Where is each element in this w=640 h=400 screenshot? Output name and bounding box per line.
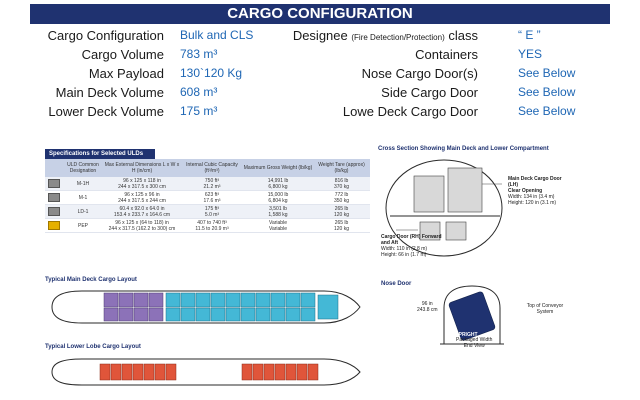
spec-value: “ E ” bbox=[518, 28, 541, 42]
uld-gross-lb: 14,991 lb bbox=[267, 177, 289, 184]
designee-small: (Fire Detection/Protection) bbox=[351, 33, 445, 42]
uld-capacity bbox=[181, 192, 243, 204]
uld-cap-m: 17.6 m³ bbox=[203, 197, 221, 204]
spec-value: See Below bbox=[518, 104, 576, 118]
designee-end: class bbox=[448, 28, 478, 43]
uld-position bbox=[301, 293, 315, 307]
height-in: 96 in bbox=[421, 301, 433, 307]
container-icon bbox=[48, 193, 60, 202]
uld-gross-lb: Variable bbox=[269, 219, 287, 226]
uld-position bbox=[275, 364, 285, 380]
uld-dims bbox=[103, 206, 181, 218]
uld-name: M-1 bbox=[78, 194, 88, 201]
main-door-text bbox=[508, 176, 570, 206]
uld-gross-kg: 6,800 kg bbox=[268, 183, 288, 190]
main-deck-positions bbox=[104, 293, 338, 321]
uld-position bbox=[256, 308, 270, 321]
uld-position bbox=[134, 308, 148, 321]
uld-name: PEP bbox=[77, 222, 88, 229]
uld-cap-ft: 623 ft³ bbox=[204, 191, 220, 198]
uld-cap-m: 11.5 to 20.9 m³ bbox=[195, 225, 229, 232]
cargo-door-text bbox=[381, 234, 445, 258]
spec-label: Lowe Deck Cargo Door bbox=[342, 104, 478, 119]
uld-position bbox=[226, 293, 240, 307]
uld-position bbox=[144, 364, 154, 380]
spec-label: Cargo Configuration bbox=[47, 28, 164, 43]
spec-value: Bulk and CLS bbox=[180, 28, 254, 42]
spec-value: See Below bbox=[518, 85, 576, 99]
spec-value: 130`120 Kg bbox=[180, 66, 243, 80]
uld-position bbox=[181, 293, 195, 307]
uld-position bbox=[271, 293, 285, 307]
uld-capacity bbox=[181, 206, 243, 218]
uld-position bbox=[166, 308, 180, 321]
uld-position bbox=[134, 293, 148, 307]
uld-position bbox=[181, 308, 195, 321]
spec-label-designee bbox=[293, 26, 478, 47]
uld-capacity bbox=[181, 178, 243, 190]
uld-tare bbox=[313, 178, 370, 190]
packaged-width: Packaged Width bbox=[456, 337, 493, 343]
uld-position bbox=[149, 293, 163, 307]
uld-position bbox=[297, 364, 307, 380]
uld-position bbox=[253, 364, 263, 380]
main-deck-diagram bbox=[42, 285, 362, 329]
uld-cap-m: 21.2 m³ bbox=[203, 183, 221, 190]
uld-gross bbox=[243, 192, 313, 204]
spec-row bbox=[40, 83, 600, 102]
spec-row bbox=[40, 26, 600, 45]
nose-door-title: Nose Door bbox=[381, 281, 412, 287]
spec-value: 175 m³ bbox=[180, 104, 218, 118]
uld-gross-lb: 15,000 lb bbox=[267, 191, 289, 198]
uld-position bbox=[286, 308, 300, 321]
main-deck-uld bbox=[448, 168, 482, 212]
uld-position bbox=[111, 364, 121, 380]
spec-row bbox=[40, 45, 600, 64]
uld-position bbox=[119, 308, 133, 321]
uld-name: LD-1 bbox=[77, 208, 89, 215]
spec-value: 783 m³ bbox=[180, 47, 218, 61]
uld-position bbox=[166, 364, 176, 380]
main-door-height: Height: 120 in (3.1 m) bbox=[508, 200, 557, 206]
uld-tare-kg: 350 kg bbox=[333, 197, 349, 204]
spec-label: Cargo Volume bbox=[81, 47, 164, 62]
uld-position bbox=[286, 364, 296, 380]
spec-row bbox=[40, 64, 600, 83]
uld-dims bbox=[103, 192, 181, 204]
uld-dim-in: 60.4 x 92.0 x 64.0 in bbox=[119, 205, 165, 212]
uld-tare-kg: 120 kg bbox=[333, 225, 349, 232]
uld-position bbox=[241, 308, 255, 321]
uld-position bbox=[271, 308, 285, 321]
main-deck-uld bbox=[414, 176, 444, 212]
uld-dims bbox=[103, 178, 181, 190]
uld-tare bbox=[313, 220, 370, 232]
uld-dim-cm: 153.4 x 233.7 x 164.6 cm bbox=[113, 211, 171, 218]
cargo-door-height: Height: 66 in (1.7 m) bbox=[381, 252, 427, 258]
uld-gross bbox=[243, 220, 313, 232]
designee-main: Designee bbox=[292, 28, 348, 43]
spec-label: Main Deck Volume bbox=[55, 85, 164, 100]
main-deck-layout-title: Typical Main Deck Cargo Layout bbox=[45, 277, 137, 283]
uld-position bbox=[122, 364, 132, 380]
uld-position bbox=[308, 364, 318, 380]
main-door-sub: Clear Opening bbox=[508, 188, 543, 194]
lower-layout-title: Typical Lower Lobe Cargo Layout bbox=[45, 344, 141, 350]
uld-position bbox=[119, 293, 133, 307]
spec-label: Containers bbox=[415, 47, 478, 62]
spec-label: Nose Cargo Door(s) bbox=[361, 66, 478, 81]
uld-tare-lb: 265 lb bbox=[334, 219, 349, 226]
pallet-icon bbox=[48, 221, 60, 230]
uld-tare bbox=[313, 206, 370, 218]
table-row bbox=[45, 191, 370, 205]
col-header: ULD Common Designation bbox=[67, 162, 99, 174]
conveyor-label: Top of Conveyor System bbox=[526, 303, 564, 315]
uld-position bbox=[196, 293, 210, 307]
cargo-door-width: Width: 110 in (2.8 m) bbox=[381, 246, 428, 252]
cargo-door-title: Cargo Door (RH) Forward and Aft bbox=[381, 234, 442, 246]
uld-dim-cm: 244 x 317.5 x 244 cm bbox=[118, 197, 166, 204]
nose-door-height-label bbox=[417, 301, 438, 313]
uld-table-body bbox=[45, 177, 370, 233]
uld-dims bbox=[103, 220, 181, 232]
uld-position bbox=[286, 293, 300, 307]
uld-position bbox=[318, 295, 338, 319]
container-icon bbox=[48, 207, 60, 216]
cross-section-title: Cross Section Showing Main Deck and Lower Compartment bbox=[378, 146, 549, 152]
uld-tare-lb: 265 lb bbox=[334, 205, 349, 212]
uld-position bbox=[133, 364, 143, 380]
uld-tare-kg: 370 kg bbox=[333, 183, 349, 190]
table-row bbox=[45, 205, 370, 219]
uld-table-heading: Specifications for Selected ULDs bbox=[45, 149, 155, 159]
spec-value: YES bbox=[518, 47, 543, 61]
uld-dim-cm: 244 x 317.5 (162.2 to 300) cm bbox=[108, 225, 176, 232]
uld-cap-m: 5.0 m³ bbox=[204, 211, 220, 218]
uld-capacity bbox=[181, 220, 243, 232]
uld-position bbox=[155, 364, 165, 380]
uld-gross-kg: Variable bbox=[269, 225, 287, 232]
main-door-width: Width: 134 in (3.4 m) bbox=[508, 194, 555, 200]
uld-position bbox=[104, 308, 118, 321]
packaged-label bbox=[456, 337, 492, 349]
uld-position bbox=[100, 364, 110, 380]
packaged-view: End View bbox=[463, 343, 485, 349]
uld-gross-lb: 3,501 lb bbox=[269, 205, 287, 212]
uld-gross-kg: 1,588 kg bbox=[268, 211, 288, 218]
uld-tare bbox=[313, 192, 370, 204]
spec-label: Max Payload bbox=[88, 66, 164, 81]
uld-position bbox=[242, 364, 252, 380]
lower-uld bbox=[446, 222, 466, 240]
uld-gross bbox=[243, 206, 313, 218]
uld-dim-in: 96 x 125 x 118 in bbox=[123, 177, 161, 184]
uld-name: M-1H bbox=[76, 180, 90, 187]
uld-position bbox=[264, 364, 274, 380]
height-cm: 243.8 cm bbox=[417, 307, 438, 313]
uld-dim-in: 96 x 125 x (64 to 118) in bbox=[115, 219, 169, 226]
uld-dim-cm: 244 x 317.5 x 300 cm bbox=[118, 183, 166, 190]
uld-position bbox=[301, 308, 315, 321]
spec-grid bbox=[40, 26, 600, 121]
uld-cap-ft: 750 ft³ bbox=[204, 177, 220, 184]
col-header: Weight Tare (approx) (lb/kg) bbox=[318, 162, 365, 174]
uld-gross-kg: 6,804 kg bbox=[268, 197, 288, 204]
col-header: Maximum Gross Weight (lb/kg) bbox=[243, 165, 313, 171]
col-header: Max External Dimensions L x W x H (in/cm) bbox=[104, 162, 180, 174]
table-row bbox=[45, 219, 370, 233]
spec-row bbox=[40, 102, 600, 121]
container-icon bbox=[48, 179, 60, 188]
main-door-title: Main Deck Cargo Door (LH) bbox=[508, 176, 562, 188]
uld-position bbox=[256, 293, 270, 307]
table-row bbox=[45, 177, 370, 191]
uld-position bbox=[211, 293, 225, 307]
uld-table bbox=[45, 149, 370, 233]
upright-brand: UPRIGHT bbox=[455, 332, 478, 338]
uld-table-header bbox=[45, 159, 370, 177]
page-title: CARGO CONFIGURATION bbox=[30, 4, 610, 24]
uld-tare-lb: 772 lb bbox=[334, 191, 349, 198]
uld-tare-lb: 816 lb bbox=[334, 177, 349, 184]
uld-tare-kg: 120 kg bbox=[333, 211, 349, 218]
uld-position bbox=[226, 308, 240, 321]
uld-position bbox=[166, 293, 180, 307]
spec-value: See Below bbox=[518, 66, 576, 80]
uld-position bbox=[149, 308, 163, 321]
spec-label: Lower Deck Volume bbox=[48, 104, 164, 119]
spec-label: Side Cargo Door bbox=[381, 85, 478, 100]
uld-cap-ft: 407 to 740 ft³ bbox=[197, 219, 227, 226]
uld-position bbox=[104, 293, 118, 307]
uld-gross bbox=[243, 178, 313, 190]
col-header: Internal Cubic Capacity (ft³/m³) bbox=[186, 162, 238, 174]
uld-position bbox=[211, 308, 225, 321]
lower-lobe-diagram bbox=[42, 354, 362, 390]
uld-dim-in: 96 x 125 x 96 in bbox=[124, 191, 160, 198]
uld-position bbox=[196, 308, 210, 321]
uld-position bbox=[241, 293, 255, 307]
uld-cap-ft: 175 ft³ bbox=[204, 205, 220, 212]
spec-value: 608 m³ bbox=[180, 85, 218, 99]
